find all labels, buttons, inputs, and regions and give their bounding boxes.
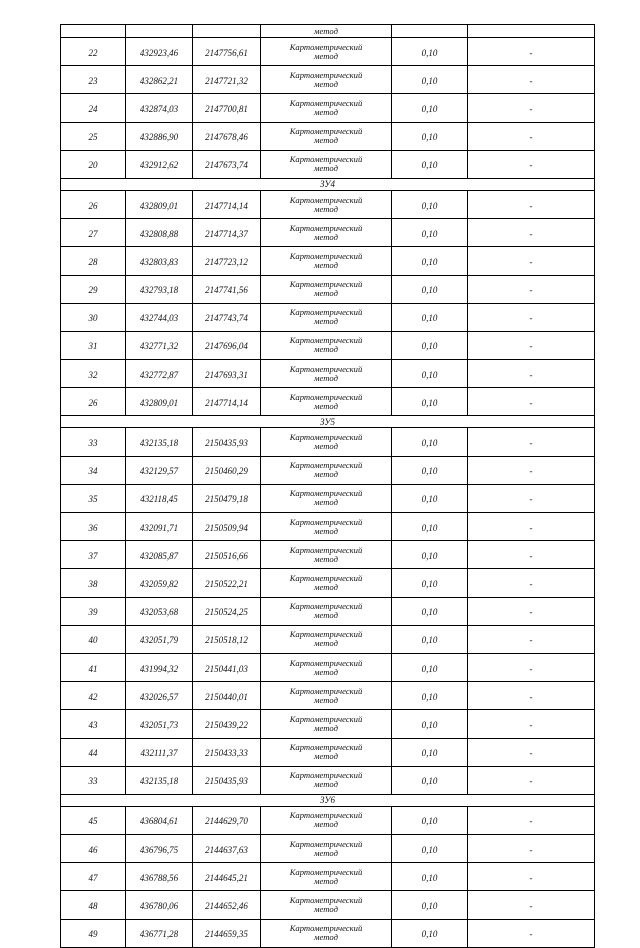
section-header-row (61, 794, 595, 806)
cell-y: 2147743,74 (193, 303, 261, 331)
cell-accuracy: 0,10 (392, 428, 468, 456)
method-line-1: Картометрический (289, 866, 363, 877)
cell-number: 44 (61, 738, 126, 766)
cell-method (261, 625, 392, 653)
cell-x: 432118,45 (126, 484, 193, 512)
table-row (61, 428, 595, 456)
cell-description: - (468, 150, 595, 178)
cell-method (261, 806, 392, 834)
method-line-1: Картометрический (289, 391, 363, 402)
cell-description: - (468, 66, 595, 94)
cell-y: 2144629,70 (193, 806, 261, 834)
method-line-1: Картометрический (289, 742, 363, 753)
cell-number: 43 (61, 710, 126, 738)
method-line-2: метод (314, 163, 338, 174)
cell-x: 432771,32 (126, 331, 193, 359)
cell-number: 37 (61, 541, 126, 569)
method-line-2: метод (314, 344, 338, 355)
cell-x: 432809,01 (126, 388, 193, 416)
method-line-1: Картометрический (289, 97, 363, 108)
table-row (61, 835, 595, 863)
method-line-1: Картометрический (289, 41, 363, 52)
cell-description: - (468, 738, 595, 766)
method-line-1: Картометрический (289, 838, 363, 849)
cell-y: 2147741,56 (193, 275, 261, 303)
cell-x: 432026,57 (126, 682, 193, 710)
table-row (61, 360, 595, 388)
cell-accuracy: 0,10 (392, 919, 468, 947)
cell-method (261, 569, 392, 597)
cell-y: 2150440,01 (193, 682, 261, 710)
method-line-2: метод (314, 666, 338, 677)
table-row-fragment (61, 25, 595, 38)
table-row (61, 513, 595, 541)
method-line-2: метод (314, 819, 338, 830)
cell-x: 432772,87 (126, 360, 193, 388)
cell-accuracy: 0,10 (392, 863, 468, 891)
method-line-1: Картометрический (289, 363, 363, 374)
cell-accuracy: 0,10 (392, 219, 468, 247)
cell-number: 20 (61, 150, 126, 178)
cell-accuracy: 0,10 (392, 682, 468, 710)
method-line-1: Картометрический (289, 69, 363, 80)
cell-y: 2147714,14 (193, 388, 261, 416)
cell-accuracy: 0,10 (392, 597, 468, 625)
cell-y: 2147700,81 (193, 94, 261, 122)
cell-number: 26 (61, 190, 126, 218)
cell-method (261, 38, 392, 66)
table-row (61, 275, 595, 303)
cell-description (468, 25, 595, 38)
cell-method (261, 682, 392, 710)
cell-method (261, 388, 392, 416)
cell-method (261, 428, 392, 456)
cell-y (193, 25, 261, 38)
cell-accuracy: 0,10 (392, 710, 468, 738)
method-line-2: метод (314, 722, 338, 733)
cell-description: - (468, 919, 595, 947)
cell-method (261, 247, 392, 275)
cell-description: - (468, 863, 595, 891)
method-line-2: метод (314, 610, 338, 621)
cell-number: 33 (61, 428, 126, 456)
cell-description: - (468, 388, 595, 416)
method-line-2: метод (314, 875, 338, 886)
table-row (61, 190, 595, 218)
cell-description: - (468, 219, 595, 247)
cell-description: - (468, 275, 595, 303)
cell-method (261, 513, 392, 541)
cell-number: 46 (61, 835, 126, 863)
cell-method (261, 710, 392, 738)
cell-accuracy: 0,10 (392, 653, 468, 681)
cell-accuracy: 0,10 (392, 190, 468, 218)
cell-description: - (468, 456, 595, 484)
cell-accuracy: 0,10 (392, 541, 468, 569)
method-line-2: метод (314, 288, 338, 299)
cell-y: 2144659,35 (193, 919, 261, 947)
method-line-1: Картометрический (289, 307, 363, 318)
method-line-2: метод (314, 497, 338, 508)
cell-method (261, 738, 392, 766)
method-line-2: метод (314, 694, 338, 705)
cell-number: 33 (61, 766, 126, 794)
cell-number: 49 (61, 919, 126, 947)
cell-method (261, 122, 392, 150)
cell-x: 432091,71 (126, 513, 193, 541)
table-row (61, 682, 595, 710)
table-row (61, 738, 595, 766)
table-row (61, 919, 595, 947)
cell-y: 2150435,93 (193, 766, 261, 794)
cell-x: 432135,18 (126, 428, 193, 456)
table-row (61, 541, 595, 569)
section-title: ЗУ5 (61, 416, 595, 428)
cell-description: - (468, 303, 595, 331)
cell-description: - (468, 360, 595, 388)
cell-y: 2147696,04 (193, 331, 261, 359)
cell-description: - (468, 682, 595, 710)
cell-accuracy: 0,10 (392, 513, 468, 541)
cell-description: - (468, 190, 595, 218)
cell-description: - (468, 484, 595, 512)
cell-x: 432874,03 (126, 94, 193, 122)
cell-x: 432808,88 (126, 219, 193, 247)
table-row (61, 38, 595, 66)
cell-method (261, 541, 392, 569)
method-line-1: Картометрический (289, 126, 363, 137)
cell-y: 2150479,18 (193, 484, 261, 512)
cell-x: 432809,01 (126, 190, 193, 218)
cell-x: 432085,87 (126, 541, 193, 569)
cell-accuracy: 0,10 (392, 247, 468, 275)
cell-accuracy: 0,10 (392, 569, 468, 597)
cell-y: 2144645,21 (193, 863, 261, 891)
cell-description: - (468, 710, 595, 738)
cell-number: 41 (61, 653, 126, 681)
method-line-2: метод (314, 372, 338, 383)
cell-x: 432744,03 (126, 303, 193, 331)
cell-description: - (468, 625, 595, 653)
cell-method (261, 360, 392, 388)
cell-description: - (468, 38, 595, 66)
cell-accuracy: 0,10 (392, 625, 468, 653)
cell-method (261, 863, 392, 891)
method-line-1: Картометрический (289, 601, 363, 612)
cell-method (261, 653, 392, 681)
cell-y: 2150433,33 (193, 738, 261, 766)
cell-number: 31 (61, 331, 126, 359)
cell-number: 28 (61, 247, 126, 275)
cell-number: 29 (61, 275, 126, 303)
cell-accuracy: 0,10 (392, 891, 468, 919)
cell-y: 2147678,46 (193, 122, 261, 150)
coordinates-table (60, 24, 595, 948)
method-line-2: метод (314, 904, 338, 915)
cell-accuracy: 0,10 (392, 275, 468, 303)
cell-accuracy: 0,10 (392, 66, 468, 94)
cell-method (261, 25, 392, 38)
cell-x: 432793,18 (126, 275, 193, 303)
method-line-2: метод (314, 581, 338, 592)
method-line-2: метод (314, 553, 338, 564)
cell-y: 2150439,22 (193, 710, 261, 738)
method-line-2: метод (314, 316, 338, 327)
cell-accuracy: 0,10 (392, 94, 468, 122)
cell-y: 2147714,37 (193, 219, 261, 247)
cell-accuracy: 0,10 (392, 456, 468, 484)
table-row (61, 891, 595, 919)
method-line-1: Картометрический (289, 222, 363, 233)
cell-accuracy: 0,10 (392, 360, 468, 388)
cell-x: 436796,75 (126, 835, 193, 863)
method-line-2: метод (314, 441, 338, 452)
cell-accuracy: 0,10 (392, 766, 468, 794)
cell-method (261, 456, 392, 484)
table-row (61, 150, 595, 178)
method-line-2: метод (314, 400, 338, 411)
section-header-row (61, 178, 595, 190)
cell-number (61, 25, 126, 38)
method-line-2: метод (314, 259, 338, 270)
cell-accuracy: 0,10 (392, 388, 468, 416)
cell-accuracy: 0,10 (392, 303, 468, 331)
method-line-2: метод (314, 25, 338, 36)
cell-method (261, 219, 392, 247)
cell-y: 2147721,32 (193, 66, 261, 94)
cell-number: 24 (61, 94, 126, 122)
table-row (61, 66, 595, 94)
table-row (61, 388, 595, 416)
table-row (61, 710, 595, 738)
cell-x: 432059,82 (126, 569, 193, 597)
cell-y: 2144652,46 (193, 891, 261, 919)
cell-method (261, 835, 392, 863)
cell-x: 432886,90 (126, 122, 193, 150)
cell-y: 2147693,31 (193, 360, 261, 388)
cell-description: - (468, 806, 595, 834)
table-row (61, 331, 595, 359)
cell-number: 25 (61, 122, 126, 150)
cell-description: - (468, 835, 595, 863)
cell-method (261, 766, 392, 794)
cell-method (261, 331, 392, 359)
method-line-1: Картометрический (289, 770, 363, 781)
cell-x: 432862,21 (126, 66, 193, 94)
cell-accuracy: 0,10 (392, 38, 468, 66)
method-line-1: Картометрический (289, 657, 363, 668)
cell-method (261, 891, 392, 919)
cell-x: 432135,18 (126, 766, 193, 794)
coordinates-table-body (61, 25, 595, 948)
cell-y: 2150518,12 (193, 625, 261, 653)
cell-y: 2147714,14 (193, 190, 261, 218)
method-line-1: Картометрический (289, 516, 363, 527)
cell-y: 2144637,63 (193, 835, 261, 863)
table-row (61, 456, 595, 484)
table-row (61, 569, 595, 597)
cell-x: 432111,37 (126, 738, 193, 766)
cell-method (261, 484, 392, 512)
cell-method (261, 94, 392, 122)
table-row (61, 247, 595, 275)
cell-accuracy: 0,10 (392, 122, 468, 150)
table-row (61, 806, 595, 834)
method-line-2: метод (314, 638, 338, 649)
table-row (61, 597, 595, 625)
method-line-2: метод (314, 847, 338, 858)
method-line-2: метод (314, 106, 338, 117)
cell-method (261, 303, 392, 331)
cell-accuracy (392, 25, 468, 38)
section-title: ЗУ4 (61, 178, 595, 190)
table-row (61, 863, 595, 891)
method-line-2: метод (314, 932, 338, 943)
method-line-2: метод (314, 469, 338, 480)
cell-number: 40 (61, 625, 126, 653)
cell-number: 23 (61, 66, 126, 94)
cell-description: - (468, 653, 595, 681)
cell-number: 26 (61, 388, 126, 416)
cell-y: 2150522,21 (193, 569, 261, 597)
cell-x: 432912,62 (126, 150, 193, 178)
cell-number: 22 (61, 38, 126, 66)
cell-x: 432923,46 (126, 38, 193, 66)
cell-number: 36 (61, 513, 126, 541)
method-line-1: Картометрический (289, 544, 363, 555)
cell-description: - (468, 569, 595, 597)
method-line-1: Картометрический (289, 572, 363, 583)
cell-number: 39 (61, 597, 126, 625)
method-line-1: Картометрический (289, 154, 363, 165)
cell-accuracy: 0,10 (392, 806, 468, 834)
cell-description: - (468, 597, 595, 625)
cell-y: 2150441,03 (193, 653, 261, 681)
cell-number: 47 (61, 863, 126, 891)
table-row (61, 484, 595, 512)
cell-method (261, 275, 392, 303)
method-line-1: Картометрический (289, 629, 363, 640)
method-line-1: Картометрический (289, 895, 363, 906)
method-line-1: Картометрический (289, 685, 363, 696)
cell-method (261, 66, 392, 94)
cell-method (261, 190, 392, 218)
method-line-1: Картометрический (289, 923, 363, 934)
cell-number: 35 (61, 484, 126, 512)
method-line-2: метод (314, 751, 338, 762)
cell-description: - (468, 428, 595, 456)
table-row (61, 94, 595, 122)
method-line-1: Картометрический (289, 488, 363, 499)
cell-number: 32 (61, 360, 126, 388)
cell-x: 432129,57 (126, 456, 193, 484)
cell-number: 45 (61, 806, 126, 834)
cell-x: 436788,56 (126, 863, 193, 891)
cell-x: 432051,73 (126, 710, 193, 738)
method-line-1: Картометрический (289, 279, 363, 290)
cell-accuracy: 0,10 (392, 331, 468, 359)
cell-accuracy: 0,10 (392, 835, 468, 863)
table-row (61, 303, 595, 331)
cell-x: 431994,32 (126, 653, 193, 681)
cell-number: 42 (61, 682, 126, 710)
cell-method (261, 597, 392, 625)
method-line-1: Картометрический (289, 250, 363, 261)
cell-number: 27 (61, 219, 126, 247)
method-line-1: Картометрический (289, 432, 363, 443)
method-line-1: Картометрический (289, 713, 363, 724)
cell-y: 2147673,74 (193, 150, 261, 178)
method-line-1: Картометрический (289, 335, 363, 346)
cell-x: 436804,61 (126, 806, 193, 834)
method-line-2: метод (314, 50, 338, 61)
method-line-2: метод (314, 525, 338, 536)
method-line-2: метод (314, 231, 338, 242)
table-row (61, 766, 595, 794)
cell-number: 48 (61, 891, 126, 919)
table-row (61, 625, 595, 653)
cell-method (261, 150, 392, 178)
method-line-2: метод (314, 203, 338, 214)
cell-y: 2150435,93 (193, 428, 261, 456)
table-row (61, 219, 595, 247)
cell-y: 2147756,61 (193, 38, 261, 66)
section-header-row (61, 416, 595, 428)
cell-x: 432053,68 (126, 597, 193, 625)
cell-accuracy: 0,10 (392, 484, 468, 512)
cell-number: 38 (61, 569, 126, 597)
method-line-1: Картометрический (289, 460, 363, 471)
method-line-1: Картометрический (289, 194, 363, 205)
cell-y: 2150509,94 (193, 513, 261, 541)
cell-accuracy: 0,10 (392, 150, 468, 178)
method-line-2: метод (314, 779, 338, 790)
table-row (61, 122, 595, 150)
method-line-1: Картометрический (289, 810, 363, 821)
method-line-2: метод (314, 78, 338, 89)
cell-x: 436771,28 (126, 919, 193, 947)
cell-accuracy: 0,10 (392, 738, 468, 766)
cell-x: 432051,79 (126, 625, 193, 653)
section-title: ЗУ6 (61, 794, 595, 806)
cell-number: 30 (61, 303, 126, 331)
cell-description: - (468, 541, 595, 569)
cell-description: - (468, 94, 595, 122)
cell-y: 2150460,29 (193, 456, 261, 484)
cell-x (126, 25, 193, 38)
cell-description: - (468, 513, 595, 541)
table-row (61, 653, 595, 681)
cell-number: 34 (61, 456, 126, 484)
cell-description: - (468, 891, 595, 919)
cell-description: - (468, 331, 595, 359)
cell-description: - (468, 122, 595, 150)
cell-x: 432803,83 (126, 247, 193, 275)
cell-x: 436780,06 (126, 891, 193, 919)
cell-description: - (468, 247, 595, 275)
cell-y: 2147723,12 (193, 247, 261, 275)
cell-description: - (468, 766, 595, 794)
cell-y: 2150524,25 (193, 597, 261, 625)
cell-method (261, 919, 392, 947)
method-line-2: метод (314, 135, 338, 146)
cell-y: 2150516,66 (193, 541, 261, 569)
